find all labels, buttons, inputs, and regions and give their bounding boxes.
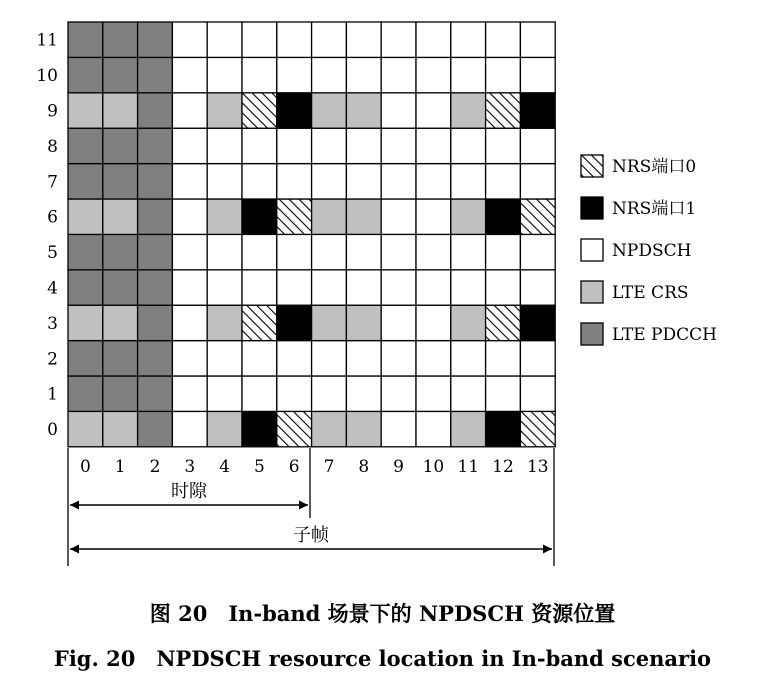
grid-cell-r6-c4: [207, 199, 242, 234]
grid-cell-r2-c1: [103, 341, 138, 376]
col-label: 11: [457, 456, 480, 477]
grid-cell-r4-c4: [207, 270, 242, 305]
grid-cell-r2-c12: [486, 341, 521, 376]
grid-cell-r7-c5: [242, 164, 277, 199]
grid-cell-r4-c9: [381, 270, 416, 305]
grid-cell-r8-c12: [486, 128, 521, 163]
grid-cell-r1-c11: [451, 376, 486, 411]
grid-cell-r7-c9: [381, 164, 416, 199]
grid-cell-r6-c5: [242, 199, 277, 234]
col-label: 12: [492, 456, 514, 477]
grid-cell-r8-c7: [312, 128, 347, 163]
grid-cell-r0-c7: [312, 411, 347, 446]
grid-cell-r0-c2: [138, 411, 173, 446]
grid-cell-r6-c2: [138, 199, 173, 234]
grid-cell-r0-c11: [451, 411, 486, 446]
legend-label: LTE CRS: [612, 283, 689, 303]
grid-cell-r0-c9: [381, 411, 416, 446]
grid-cell-r2-c8: [346, 341, 381, 376]
grid-cell-r5-c8: [346, 234, 381, 269]
grid-cell-r6-c11: [451, 199, 486, 234]
grid-cell-r2-c0: [68, 341, 103, 376]
grid-cell-r3-c3: [172, 305, 207, 340]
legend-swatch: [581, 155, 603, 177]
grid-cell-r5-c13: [520, 234, 555, 269]
grid-cell-r6-c0: [68, 199, 103, 234]
grid-cell-r0-c8: [346, 411, 381, 446]
grid-cell-r9-c2: [138, 93, 173, 128]
grid-cell-r3-c8: [346, 305, 381, 340]
grid-cells: [68, 22, 555, 447]
grid-cell-r8-c9: [381, 128, 416, 163]
grid-cell-r8-c13: [520, 128, 555, 163]
grid-cell-r11-c9: [381, 22, 416, 57]
grid-cell-r2-c7: [312, 341, 347, 376]
slot-span-label: 时隙: [171, 481, 207, 502]
col-label: 3: [184, 456, 196, 477]
grid-cell-r0-c6: [277, 411, 312, 446]
grid-cell-r10-c7: [312, 57, 347, 92]
grid-cell-r3-c0: [68, 305, 103, 340]
grid-cell-r3-c9: [381, 305, 416, 340]
grid-cell-r1-c3: [172, 376, 207, 411]
grid-cell-r2-c5: [242, 341, 277, 376]
grid-cell-r5-c3: [172, 234, 207, 269]
legend-label: LTE PDCCH: [612, 325, 717, 345]
grid-cell-r6-c1: [103, 199, 138, 234]
grid-cell-r10-c1: [103, 57, 138, 92]
grid-cell-r11-c8: [346, 22, 381, 57]
grid-cell-r4-c5: [242, 270, 277, 305]
grid-cell-r10-c12: [486, 57, 521, 92]
grid-cell-r10-c2: [138, 57, 173, 92]
row-labels: [36, 31, 58, 440]
row-label: 3: [47, 313, 58, 334]
legend-swatch: [581, 281, 603, 303]
legend-swatch: [581, 239, 603, 261]
grid-cell-r1-c9: [381, 376, 416, 411]
grid-cell-r11-c10: [416, 22, 451, 57]
grid-cell-r9-c11: [451, 93, 486, 128]
grid-cell-r11-c7: [312, 22, 347, 57]
col-label: 7: [323, 456, 335, 477]
grid-cell-r4-c8: [346, 270, 381, 305]
grid-cell-r9-c9: [381, 93, 416, 128]
grid-cell-r4-c0: [68, 270, 103, 305]
row-label: 0: [47, 420, 58, 441]
grid-cell-r11-c11: [451, 22, 486, 57]
grid-cell-r10-c13: [520, 57, 555, 92]
legend-label: NRS端口0: [612, 157, 697, 177]
grid-cell-r10-c3: [172, 57, 207, 92]
grid-cell-r11-c13: [520, 22, 555, 57]
grid-cell-r5-c10: [416, 234, 451, 269]
grid-cell-r11-c0: [68, 22, 103, 57]
grid-cell-r7-c6: [277, 164, 312, 199]
grid-cell-r2-c13: [520, 341, 555, 376]
grid-cell-r4-c11: [451, 270, 486, 305]
grid-cell-r7-c10: [416, 164, 451, 199]
grid-cell-r2-c11: [451, 341, 486, 376]
grid-cell-r7-c7: [312, 164, 347, 199]
col-label: 4: [219, 456, 231, 477]
grid-cell-r11-c2: [138, 22, 173, 57]
grid-cell-r5-c6: [277, 234, 312, 269]
grid-cell-r1-c10: [416, 376, 451, 411]
grid-cell-r10-c6: [277, 57, 312, 92]
row-label: 2: [47, 349, 58, 370]
grid-cell-r3-c6: [277, 305, 312, 340]
row-label: 8: [47, 136, 58, 157]
col-label: 8: [358, 456, 370, 477]
grid-cell-r3-c1: [103, 305, 138, 340]
grid-cell-r10-c0: [68, 57, 103, 92]
caption-english: Fig. 20 NPDSCH resource location in In-band scenario: [53, 646, 712, 671]
col-label: 1: [114, 456, 126, 477]
grid-cell-r9-c6: [277, 93, 312, 128]
grid-cell-r10-c5: [242, 57, 277, 92]
legend-label: NPDSCH: [612, 241, 692, 261]
grid-cell-r11-c5: [242, 22, 277, 57]
grid-cell-r2-c9: [381, 341, 416, 376]
grid-cell-r6-c13: [520, 199, 555, 234]
grid-cell-r0-c10: [416, 411, 451, 446]
grid-cell-r10-c10: [416, 57, 451, 92]
grid-cell-r5-c12: [486, 234, 521, 269]
grid-cell-r3-c7: [312, 305, 347, 340]
grid-cell-r1-c1: [103, 376, 138, 411]
grid-cell-r2-c4: [207, 341, 242, 376]
grid-cell-r9-c7: [312, 93, 347, 128]
subframe-span: [70, 448, 554, 566]
row-label: 6: [47, 207, 58, 228]
grid-cell-r0-c13: [520, 411, 555, 446]
grid-cell-r4-c10: [416, 270, 451, 305]
grid-cell-r3-c4: [207, 305, 242, 340]
grid-cell-r2-c10: [416, 341, 451, 376]
grid-cell-r4-c1: [103, 270, 138, 305]
row-label: 7: [47, 172, 58, 193]
grid-cell-r6-c8: [346, 199, 381, 234]
legend-label: NRS端口1: [612, 199, 697, 219]
grid-cell-r4-c7: [312, 270, 347, 305]
grid-cell-r5-c7: [312, 234, 347, 269]
row-label: 11: [36, 30, 58, 51]
grid-cell-r6-c3: [172, 199, 207, 234]
grid-cell-r3-c5: [242, 305, 277, 340]
col-label: 10: [422, 456, 445, 477]
grid-cell-r3-c12: [486, 305, 521, 340]
grid-cell-r4-c13: [520, 270, 555, 305]
grid-cell-r7-c8: [346, 164, 381, 199]
grid-cell-r1-c12: [486, 376, 521, 411]
grid-cell-r11-c1: [103, 22, 138, 57]
grid-cell-r8-c4: [207, 128, 242, 163]
grid-cell-r6-c6: [277, 199, 312, 234]
grid-cell-r3-c13: [520, 305, 555, 340]
grid-cell-r0-c12: [486, 411, 521, 446]
grid-cell-r5-c1: [103, 234, 138, 269]
grid-cell-r10-c9: [381, 57, 416, 92]
grid-cell-r8-c10: [416, 128, 451, 163]
grid-cell-r7-c11: [451, 164, 486, 199]
grid-cell-r11-c4: [207, 22, 242, 57]
grid-cell-r10-c4: [207, 57, 242, 92]
grid-cell-r1-c13: [520, 376, 555, 411]
grid-cell-r1-c4: [207, 376, 242, 411]
grid-cell-r7-c0: [68, 164, 103, 199]
grid-cell-r8-c1: [103, 128, 138, 163]
grid-cell-r9-c5: [242, 93, 277, 128]
grid-cell-r5-c9: [381, 234, 416, 269]
grid-cell-r3-c11: [451, 305, 486, 340]
grid-cell-r5-c4: [207, 234, 242, 269]
grid-cell-r0-c5: [242, 411, 277, 446]
grid-cell-r11-c12: [486, 22, 521, 57]
grid-cell-r5-c0: [68, 234, 103, 269]
grid-cell-r8-c3: [172, 128, 207, 163]
grid-cell-r6-c12: [486, 199, 521, 234]
grid-cell-r1-c7: [312, 376, 347, 411]
grid-cell-r9-c1: [103, 93, 138, 128]
col-label: 0: [79, 456, 91, 477]
grid-cell-r9-c0: [68, 93, 103, 128]
grid-cell-r5-c2: [138, 234, 173, 269]
row-label: 9: [47, 101, 58, 122]
legend: [581, 155, 717, 345]
grid-cell-r4-c2: [138, 270, 173, 305]
grid-cell-r3-c2: [138, 305, 173, 340]
grid-cell-r9-c3: [172, 93, 207, 128]
col-label: 9: [393, 456, 405, 477]
row-label: 1: [47, 384, 58, 405]
grid-cell-r9-c4: [207, 93, 242, 128]
col-labels: [80, 457, 549, 477]
col-label: 2: [149, 456, 161, 477]
grid-cell-r8-c0: [68, 128, 103, 163]
col-label: 13: [526, 456, 549, 477]
grid-cell-r7-c13: [520, 164, 555, 199]
grid-cell-r1-c6: [277, 376, 312, 411]
grid-cell-r7-c3: [172, 164, 207, 199]
grid-cell-r11-c6: [277, 22, 312, 57]
grid-cell-r10-c8: [346, 57, 381, 92]
grid-cell-r1-c2: [138, 376, 173, 411]
grid-cell-r4-c12: [486, 270, 521, 305]
grid-cell-r8-c11: [451, 128, 486, 163]
grid-cell-r8-c2: [138, 128, 173, 163]
grid-cell-r8-c8: [346, 128, 381, 163]
row-label: 5: [47, 243, 58, 264]
grid-cell-r6-c9: [381, 199, 416, 234]
grid-cell-r2-c3: [172, 341, 207, 376]
grid-cell-r9-c12: [486, 93, 521, 128]
legend-swatch: [581, 323, 603, 345]
grid-cell-r1-c5: [242, 376, 277, 411]
grid-cell-r7-c12: [486, 164, 521, 199]
grid-cell-r6-c10: [416, 199, 451, 234]
grid-cell-r3-c10: [416, 305, 451, 340]
legend-swatch: [581, 197, 603, 219]
grid-cell-r7-c2: [138, 164, 173, 199]
grid-cell-r1-c8: [346, 376, 381, 411]
grid-cell-r2-c2: [138, 341, 173, 376]
col-label: 5: [253, 456, 265, 477]
row-label: 10: [36, 66, 58, 87]
grid-cell-r9-c13: [520, 93, 555, 128]
row-label: 4: [47, 278, 58, 299]
grid-cell-r0-c3: [172, 411, 207, 446]
grid-cell-r9-c10: [416, 93, 451, 128]
grid-cell-r0-c4: [207, 411, 242, 446]
grid-cell-r10-c11: [451, 57, 486, 92]
grid-cell-r4-c6: [277, 270, 312, 305]
grid-cell-r8-c5: [242, 128, 277, 163]
grid-cell-r7-c1: [103, 164, 138, 199]
grid-cell-r6-c7: [312, 199, 347, 234]
grid-cell-r4-c3: [172, 270, 207, 305]
grid-cell-r5-c5: [242, 234, 277, 269]
grid-cell-r1-c0: [68, 376, 103, 411]
grid-cell-r7-c4: [207, 164, 242, 199]
col-label: 6: [288, 456, 300, 477]
grid-cell-r2-c6: [277, 341, 312, 376]
grid-cell-r11-c3: [172, 22, 207, 57]
grid-cell-r8-c6: [277, 128, 312, 163]
grid-cell-r9-c8: [346, 93, 381, 128]
grid-cell-r0-c1: [103, 411, 138, 446]
caption-chinese: 图 20 In-band 场景下的 NPDSCH 资源位置: [149, 601, 616, 626]
grid-cell-r0-c0: [68, 411, 103, 446]
subframe-span-label: 子帧: [293, 525, 329, 546]
grid-cell-r5-c11: [451, 234, 486, 269]
